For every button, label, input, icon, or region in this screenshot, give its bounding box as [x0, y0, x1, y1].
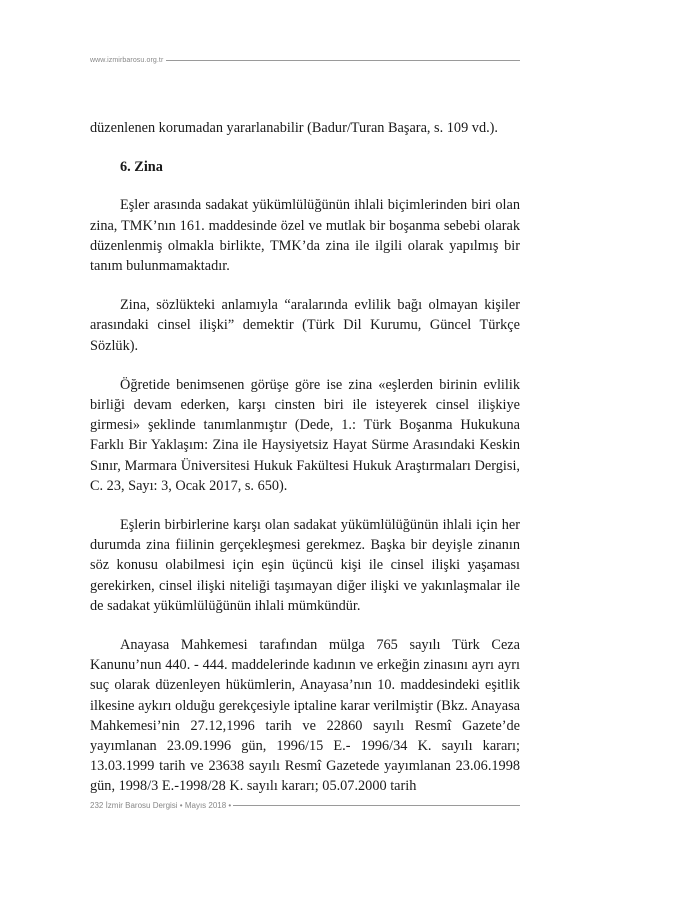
page-footer: [90, 799, 520, 811]
footer-text: 232 İzmir Barosu Dergisi • Mayıs 2018 •: [90, 800, 232, 810]
footer-rule: [233, 805, 520, 806]
paragraph-5: Anayasa Mahkemesi tarafından mülga 765 sayılı Türk Ceza Kanunu’nun 440. - 444. maddelerinde kadının ve erkeğin zinasını ayrı ayrı suç olarak düzenleyen hükümlerin, Anayasa’nın 10. maddesindeki eşitlik ilkesine aykırı olduğu gerekçesiyle iptaline karar verilmiştir (Bkz. Anayasa Mahkemesi’nin 27.12,1996 tarih ve 22860 sayılı Resmî Gazete’de yayımlanan 23.09.1996 gün, 1996/15 E.- 1996/34 K. sayılı kararı; 13.03.1999 tarih ve 23638 sayılı Resmî Gazetede yayımlanan 23.06.1998 gün, 1998/3 E.-1998/28 K. sayılı kararı; 05.07.2000 tarih: [90, 637, 520, 795]
header-url: www.izmirbarosu.org.tr: [90, 56, 164, 64]
header-rule: [166, 60, 520, 61]
body-text: [90, 118, 520, 797]
paragraph-continuation: düzenlenen korumadan yararlanabilir (Badur/Turan Başara, s. 109 vd.).: [90, 120, 498, 136]
paragraph-1: Eşler arasında sadakat yükümlülüğünün ihlali biçimlerinden biri olan zina, TMK’nın 161. maddesinde özel ve mutlak bir boşanma sebebi olarak düzenlenmiş olmakla birlikte, TMK’da zina ile ilgili olarak yapılmış bir tanım bulunmamaktadır.: [90, 197, 520, 275]
paragraph-2: Zina, sözlükteki anlamıyla “aralarında evlilik bağı olmayan kişiler arasındaki cinsel ilişki” demektir (Türk Dil Kurumu, Güncel Türkçe Sözlük).: [90, 297, 520, 354]
paragraph-4: Eşlerin birbirlerine karşı olan sadakat yükümlülüğünün ihlali için her durumda zina fiilinin gerçekleşmesi gerekmez. Başka bir deyişle zinanın söz konusu olabilmesi için eşin üçüncü kişi ile cinsel ilişki yaşaması gerekirken, cinsel ilişki niteliği taşımayan diğer ilişki ve yakınlaşmalar ile de sadakat yükümlülüğünün ihlali mümkündür.: [90, 517, 520, 614]
page-header: [90, 54, 520, 66]
section-heading: 6. Zina: [120, 159, 163, 176]
paragraph-3: Öğretide benimsenen görüşe göre ise zina «eşlerden birinin evlilik birliği devam ederken, karşı cinsten biri ile isteyerek cinsel ilişkiye girmesi» şeklinde tanımlanmıştır (Dede, 1.: Türk Boşanma Hukukuna Farklı Bir Yaklaşım: Zina ile Haysiyetsiz Hayat Sürme Arasındaki Keskin Sınır, Marmara Üniversitesi Hukuk Fakültesi Hukuk Araştırmaları Dergisi, C. 23, Sayı: 3, Ocak 2017, s. 650).: [90, 376, 520, 494]
